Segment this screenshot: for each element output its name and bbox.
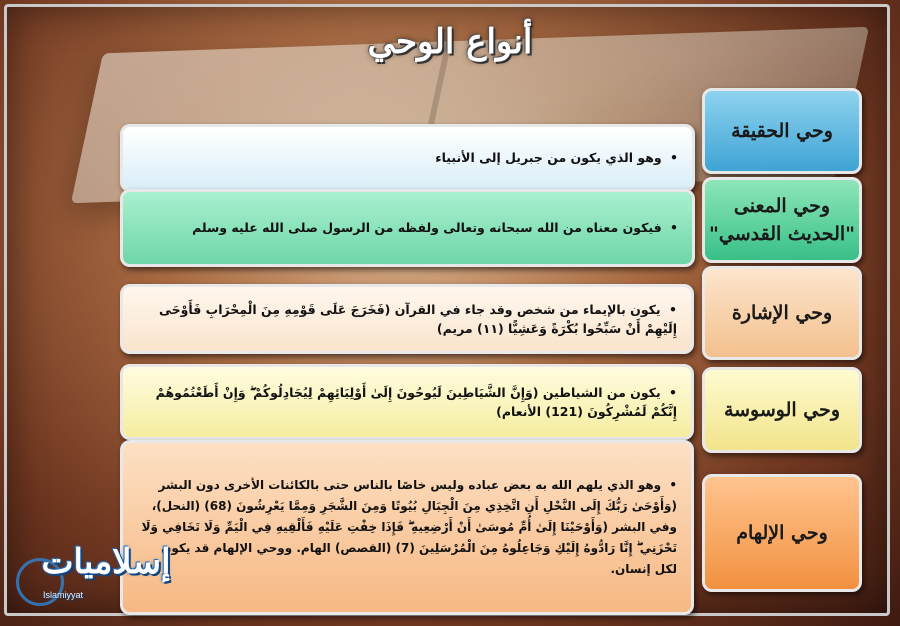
content-wahy-waswasa xyxy=(120,364,694,440)
label-wahy-ishara xyxy=(702,266,862,360)
label-text: وحي الإلهام xyxy=(736,521,828,544)
label-text: وحي الحقيقة xyxy=(731,119,833,142)
content-text: فيكون معناه من الله سبحانه وتعالى ولفظه من الرسول صلى الله عليه وسلم xyxy=(192,220,662,236)
logo-subtext: Islamiyyat xyxy=(42,590,83,600)
label-text-line2: "الحديث القدسي" xyxy=(708,223,856,245)
label-wahy-waswasa xyxy=(702,367,862,453)
label-wahy-ilham xyxy=(702,474,862,592)
content-text: يكون من الشياطين (وَإِنَّ الشَّيَاطِينَ لَيُوحُونَ إِلَىٰ أَوْلِيَائِهِمْ لِيُجَادِلُوكُمْ ۖ وَإِنْ أَطَعْتُمُوهُمْ إِنَّكُمْ لَمُشْرِكُونَ (121) الأنعام) xyxy=(155,384,677,419)
bullet-icon: • xyxy=(669,384,677,400)
label-text: وحي الوسوسة xyxy=(723,398,841,421)
content-wahy-mana xyxy=(120,189,695,267)
bullet-icon: • xyxy=(669,301,677,317)
page-title: أنواع الوحي xyxy=(367,22,533,62)
content-wahy-haqiqa xyxy=(120,124,695,192)
bullet-icon: • xyxy=(670,150,678,166)
label-wahy-haqiqa xyxy=(702,88,862,174)
bullet-icon: • xyxy=(669,478,677,492)
label-text: وحي الإشارة xyxy=(731,301,833,324)
label-text-line1: وحي المعنى xyxy=(733,194,831,217)
content-text: وهو الذي يلهم الله به بعض عباده وليس خاصًا بالناس حتى بالكائنات الأخرى دون البشر (وَأَوْحَىٰ رَبُّكَ إِلَى النَّحْلِ أَنِ اتَّخِذِي مِنَ الْجِبَالِ بُيُوتًا وَمِنَ الشَّجَرِ وَمِمَّا يَعْرِشُونَ (68) (النحل)، وفي البشر (وَأَوْحَيْنَا إِلَىٰ أُمِّ مُوسَىٰ أَنْ أَرْضِعِيهِ ۖ فَإِذَا خِفْتِ عَلَيْهِ فَأَلْقِيهِ فِي الْيَمِّ وَلَا تَخَافِي وَلَا تَحْزَنِي ۖ إِنَّا رَادُّوهُ إِلَيْكِ وَجَاعِلُوهُ مِنَ الْمُرْسَلِينَ (7) (القصص) الهام. ووحي الإلهام قد يكون لكل إنسان. xyxy=(141,478,677,576)
label-wahy-mana xyxy=(702,177,862,263)
bullet-icon: • xyxy=(670,220,678,236)
islamiyyat-logo xyxy=(8,540,186,610)
logo-text: إسلاميات xyxy=(41,542,171,582)
content-text: يكون بالإيماء من شخص وقد جاء في القرآن (فَخَرَجَ عَلَى قَوْمِهِ مِنَ الْمِحْرَابِ فَأَوْحَى إِلَيْهِمْ أَنْ سَبِّحُوا بُكْرَةً وَعَشِيًّا (١١) مريم) xyxy=(158,301,677,336)
content-wahy-ilham xyxy=(120,440,694,615)
content-text: وهو الذي يكون من جبريل إلى الأنبياء xyxy=(435,150,662,166)
content-wahy-ishara xyxy=(120,284,694,354)
